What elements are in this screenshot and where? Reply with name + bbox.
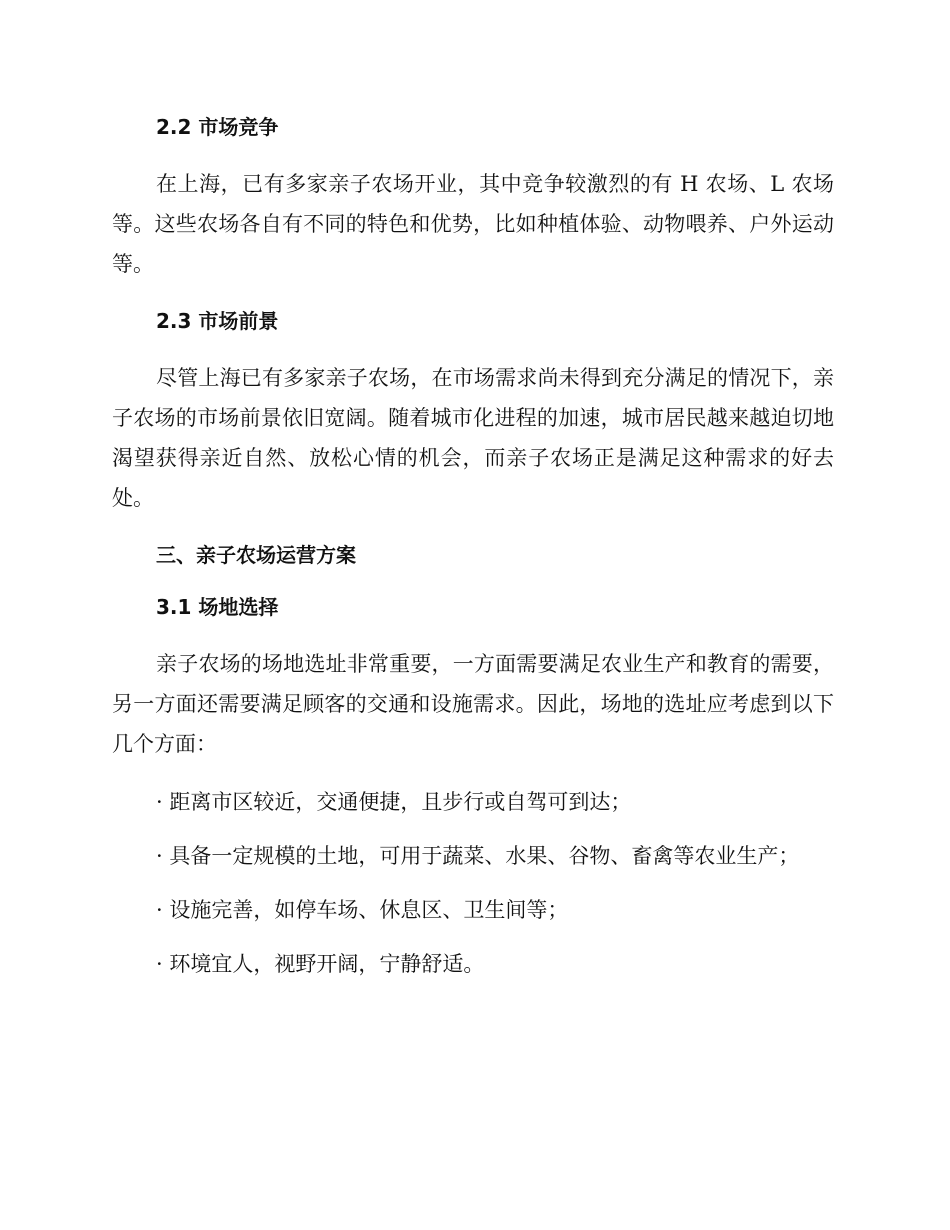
- section-heading-3: 三、亲子农场运营方案: [156, 543, 356, 567]
- paragraph-site-selection: 亲子农场的场地选址非常重要，一方面需要满足农业生产和教育的需要，另一方面还需要满足顾客的交通和设施需求。因此，场地的选址应考虑到以下几个方面：: [112, 652, 834, 756]
- paragraph-market-outlook: 尽管上海已有多家亲子农场，在市场需求尚未得到充分满足的情况下，亲子农场的市场前景依旧宽阔。随着城市化进程的加速，城市居民越来越迫切地渴望获得亲近自然、放松心情的机会，而亲子农场正是满足这种需求的好去处。: [112, 366, 834, 510]
- list-item: · 设施完善，如停车场、休息区、卫生间等；: [156, 898, 569, 922]
- section-heading-2-3: 2.3 市场前景: [156, 309, 279, 333]
- list-item: · 距离市区较近，交通便捷，且步行或自驾可到达；: [156, 790, 632, 814]
- section-heading-2-2: 2.2 市场竞争: [156, 115, 279, 139]
- section-heading-3-1: 3.1 场地选择: [156, 595, 279, 619]
- paragraph-market-competition: 在上海，已有多家亲子农场开业，其中竞争较激烈的有 H 农场、L 农场等。这些农场各自有不同的特色和优势，比如种植体验、动物喂养、户外运动等。: [112, 172, 834, 276]
- list-item: · 环境宜人，视野开阔，宁静舒适。: [156, 952, 485, 976]
- list-item: · 具备一定规模的土地，可用于蔬菜、水果、谷物、畜禽等农业生产；: [156, 844, 800, 868]
- document-body: [112, 108, 834, 984]
